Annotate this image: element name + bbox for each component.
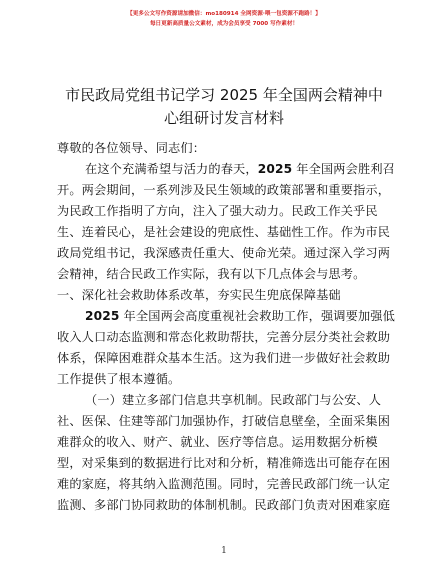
paragraph-line: 收入人口动态监测和常态化救助帮扶，完善分层分类社会救助 (57, 330, 391, 344)
paragraph-line: 体系，保障困难群众基本生活。这为我们进一步做好社会救助 (57, 351, 391, 365)
document-body (57, 138, 397, 516)
paragraph-line: 难群众的收入、财产、就业、医疗等信息。运用数据分析模 (57, 435, 378, 449)
paragraph-line: 工作提供了根本遵循。 (57, 372, 181, 386)
page-number: 1 (221, 546, 227, 556)
paragraph-line: 政局党组书记，我深感责任重大、使命光荣。通过深入学习两 (57, 246, 391, 260)
document-title-line2: 心组研讨发言材料 (163, 109, 284, 127)
paragraph-line: 生、连着民心，是社会建设的兜底性、基础性工作。作为市民 (57, 225, 391, 239)
paragraph-line: 2025 年全国两会高度重视社会救助工作，强调要加强低 (85, 309, 395, 323)
paragraph-line: 监测、多部门协同救助的体制机制。民政部门负责对困难家庭 (57, 498, 391, 512)
paragraph-line: 难的家庭，将其纳入监测范围。同时，完善民政部门统一认定 (57, 477, 391, 491)
document-title-line1: 市民政局党组书记学习 2025 年全国两会精神中 (65, 86, 383, 104)
promo-banner-line1: 【更多公文写作资源请加微信：mo180914 全网资源·喂一包资源不跑路！】 (127, 11, 321, 17)
paragraph-line: 社、医保、住建等部门加强协作，打破信息壁垒，全面采集困 (57, 414, 391, 428)
paragraph-line: 在这个充满希望与活力的春天，2025 年全国两会胜利召 (85, 162, 395, 176)
section-heading: 一、深化社会救助体系改革，夯实民生兜底保障基础 (57, 288, 341, 302)
paragraph-line: 为民政工作指明了方向，注入了强大动力。民政工作关乎民 (57, 204, 378, 218)
paragraph-line: 型，对采集到的数据进行比对和分析，精准筛选出可能存在困 (57, 456, 391, 470)
paragraph-line: 开。两会期间，一系列涉及民生领域的政策部署和重要指示， (57, 183, 391, 197)
salutation: 尊敬的各位领导、同志们： (57, 141, 206, 155)
paragraph-line: （一）建立多部门信息共享机制。民政部门与公安、人 (85, 393, 382, 407)
paragraph-line: 会精神，结合民政工作实际，我有以下几点体会与思考。 (57, 267, 366, 281)
promo-banner-line2: 每日更新高质量公文素材，成为会员享受 7000 写作素材！ (149, 21, 299, 27)
